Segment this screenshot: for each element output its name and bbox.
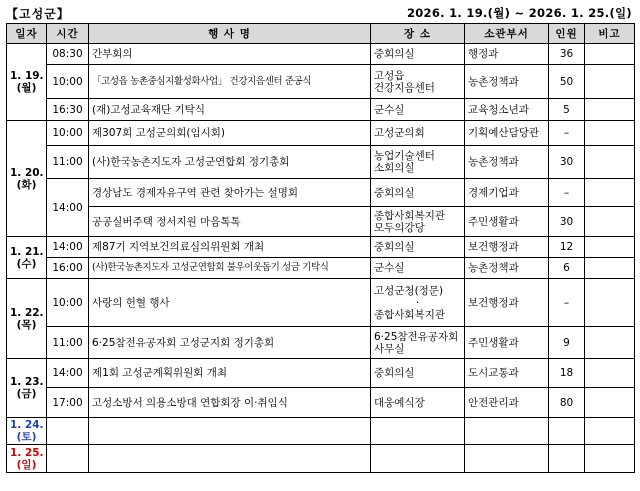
place-cell: 군수실 (371, 258, 465, 279)
count-cell: 80 (549, 388, 585, 418)
dept-cell (465, 445, 549, 473)
date-cell (7, 121, 47, 237)
note-cell (585, 327, 635, 359)
dept-cell: 행정과 (465, 44, 549, 65)
note-cell (585, 359, 635, 388)
table-row (7, 65, 635, 99)
note-cell (585, 99, 635, 121)
column-header-note: 비고 (585, 24, 635, 44)
time-cell: 11:00 (47, 146, 89, 179)
date-cell (7, 279, 47, 359)
note-cell (585, 179, 635, 207)
note-cell (585, 279, 635, 327)
time-cell: 17:00 (47, 388, 89, 418)
region-title: 【고성군】 (6, 7, 70, 21)
place-line: 종합사회복지관 (374, 209, 446, 222)
table-row (7, 237, 635, 258)
event-cell: 제87기 지역보건의료심의위원회 개최 (89, 237, 371, 258)
count-cell: 50 (549, 65, 585, 99)
event-cell: 사랑의 헌혈 행사 (89, 279, 371, 327)
table-row (7, 327, 635, 359)
place-line: 종합사회복지관 (374, 308, 446, 321)
table-row (7, 99, 635, 121)
column-header-dept: 소관부서 (465, 24, 549, 44)
dept-cell: 농촌정책과 (465, 258, 549, 279)
date-text: 1. 25. (10, 446, 44, 459)
event-cell (89, 418, 371, 445)
table-row (7, 207, 635, 237)
event-cell: 간부회의 (89, 44, 371, 65)
column-header-place: 장 소 (371, 24, 465, 44)
place-line: 건강지음센터 (374, 81, 435, 94)
date-text: 1. 23. (10, 376, 44, 388)
place-line: 사무실 (374, 342, 405, 355)
count-cell: – (549, 179, 585, 207)
table-row (7, 445, 635, 473)
note-cell (585, 237, 635, 258)
note-cell (585, 445, 635, 473)
count-cell: 36 (549, 44, 585, 65)
dept-cell: 보건행정과 (465, 279, 549, 327)
place-line: 소회의실 (374, 162, 415, 174)
date-text: 1. 19. (10, 70, 44, 82)
document-header (6, 4, 634, 22)
event-cell: 제1회 고성군계획위원회 개최 (89, 359, 371, 388)
place-cell (371, 418, 465, 445)
table-header-row (7, 24, 635, 44)
note-cell (585, 44, 635, 65)
table-row (7, 418, 635, 445)
place-cell: 중회의실 (371, 179, 465, 207)
note-cell (585, 207, 635, 237)
note-cell (585, 258, 635, 279)
event-cell: (재)고성교육재단 기탁식 (89, 99, 371, 121)
note-cell (585, 146, 635, 179)
time-cell (47, 445, 89, 473)
place-line: 6·25참전유공자회 (374, 330, 459, 343)
weekday-text: (목) (16, 318, 37, 331)
dept-cell: 교육청소년과 (465, 99, 549, 121)
column-header-event: 행 사 명 (89, 24, 371, 44)
weekday-text: (금) (16, 388, 37, 400)
count-cell: – (549, 279, 585, 327)
date-cell (7, 44, 47, 121)
schedule-table (6, 23, 635, 473)
event-cell: 공공실버주택 정서지원 마음톡톡 (89, 207, 371, 237)
count-cell: – (549, 121, 585, 146)
place-line: · (415, 296, 420, 309)
place-cell (371, 65, 465, 99)
date-cell (7, 418, 47, 445)
column-header-time: 시간 (47, 24, 89, 44)
place-cell: 군수실 (371, 99, 465, 121)
time-cell: 16:00 (47, 258, 89, 279)
time-cell (47, 418, 89, 445)
place-cell (371, 207, 465, 237)
place-cell (371, 146, 465, 179)
count-cell: 12 (549, 237, 585, 258)
table-row (7, 179, 635, 207)
place-cell: 대웅예식장 (371, 388, 465, 418)
place-cell: 중회의실 (371, 359, 465, 388)
time-cell: 14:00 (47, 359, 89, 388)
note-cell (585, 121, 635, 146)
table-row (7, 146, 635, 179)
dept-cell: 주민생활과 (465, 327, 549, 359)
dept-cell: 보건행정과 (465, 237, 549, 258)
place-line: 모두의강당 (374, 221, 425, 234)
table-row (7, 258, 635, 279)
dept-cell: 주민생활과 (465, 207, 549, 237)
event-cell: 제307회 고성군의회(임시회) (89, 121, 371, 146)
time-cell: 10:00 (47, 65, 89, 99)
place-cell (371, 445, 465, 473)
event-cell (89, 445, 371, 473)
date-text: 1. 22. (10, 306, 44, 319)
count-cell (549, 445, 585, 473)
place-cell: 중회의실 (371, 44, 465, 65)
time-cell: 10:00 (47, 121, 89, 146)
place-cell: 고성군의회 (371, 121, 465, 146)
dept-cell: 도시교통과 (465, 359, 549, 388)
count-cell: 5 (549, 99, 585, 121)
time-cell: 14:00 (47, 237, 89, 258)
time-cell: 14:00 (47, 179, 89, 237)
date-cell (7, 359, 47, 418)
place-cell: 중회의실 (371, 237, 465, 258)
place-line: 농업기술센터 (374, 150, 435, 162)
schedule-period: 2026. 1. 19.(월) ~ 2026. 1. 25.(일) (406, 6, 632, 20)
date-text: 1. 20. (10, 166, 44, 179)
weekday-text: (토) (16, 431, 37, 443)
time-cell: 16:30 (47, 99, 89, 121)
column-header-count: 인원 (549, 24, 585, 44)
dept-cell: 기획예산담당관 (465, 121, 549, 146)
note-cell (585, 418, 635, 445)
date-text: 1. 24. (10, 419, 44, 431)
column-header-date: 일자 (7, 24, 47, 44)
dept-cell: 농촌정책과 (465, 146, 549, 179)
dept-cell: 농촌정책과 (465, 65, 549, 99)
time-cell: 10:00 (47, 279, 89, 327)
note-cell (585, 388, 635, 418)
date-cell (7, 237, 47, 279)
date-text: 1. 21. (10, 245, 44, 258)
weekday-text: (수) (16, 257, 37, 270)
dept-cell (465, 418, 549, 445)
table-row (7, 388, 635, 418)
event-cell: (사)한국농촌지도자 고성군연합회 불우이웃돕기 성금 기탁식 (89, 258, 371, 279)
event-cell: 고성소방서 의용소방대 연합회장 이·취임식 (89, 388, 371, 418)
time-cell: 11:00 (47, 327, 89, 359)
dept-cell: 경제기업과 (465, 179, 549, 207)
place-line: 고성군청(정문) (374, 284, 444, 297)
count-cell (549, 418, 585, 445)
weekday-text: (일) (16, 458, 37, 471)
place-line: 고성읍 (374, 69, 405, 82)
count-cell: 6 (549, 258, 585, 279)
weekday-text: (화) (16, 178, 37, 191)
count-cell: 30 (549, 146, 585, 179)
table-row (7, 44, 635, 65)
table-row (7, 359, 635, 388)
place-cell (371, 327, 465, 359)
table-row (7, 279, 635, 327)
dept-cell: 안전관리과 (465, 388, 549, 418)
count-cell: 9 (549, 327, 585, 359)
count-cell: 18 (549, 359, 585, 388)
note-cell (585, 65, 635, 99)
count-cell: 30 (549, 207, 585, 237)
date-cell (7, 445, 47, 473)
place-cell (371, 279, 465, 327)
event-cell: 경상남도 경제자유구역 관련 찾아가는 설명회 (89, 179, 371, 207)
event-cell: 6·25참전유공자회 고성군지회 정기총회 (89, 327, 371, 359)
event-cell: 「고성읍 농촌중심지활성화사업」 건강지음센터 준공식 (89, 65, 371, 99)
event-cell: (사)한국농촌지도자 고성군연합회 정기총회 (89, 146, 371, 179)
table-row (7, 121, 635, 146)
time-cell: 08:30 (47, 44, 89, 65)
weekday-text: (월) (16, 82, 37, 94)
